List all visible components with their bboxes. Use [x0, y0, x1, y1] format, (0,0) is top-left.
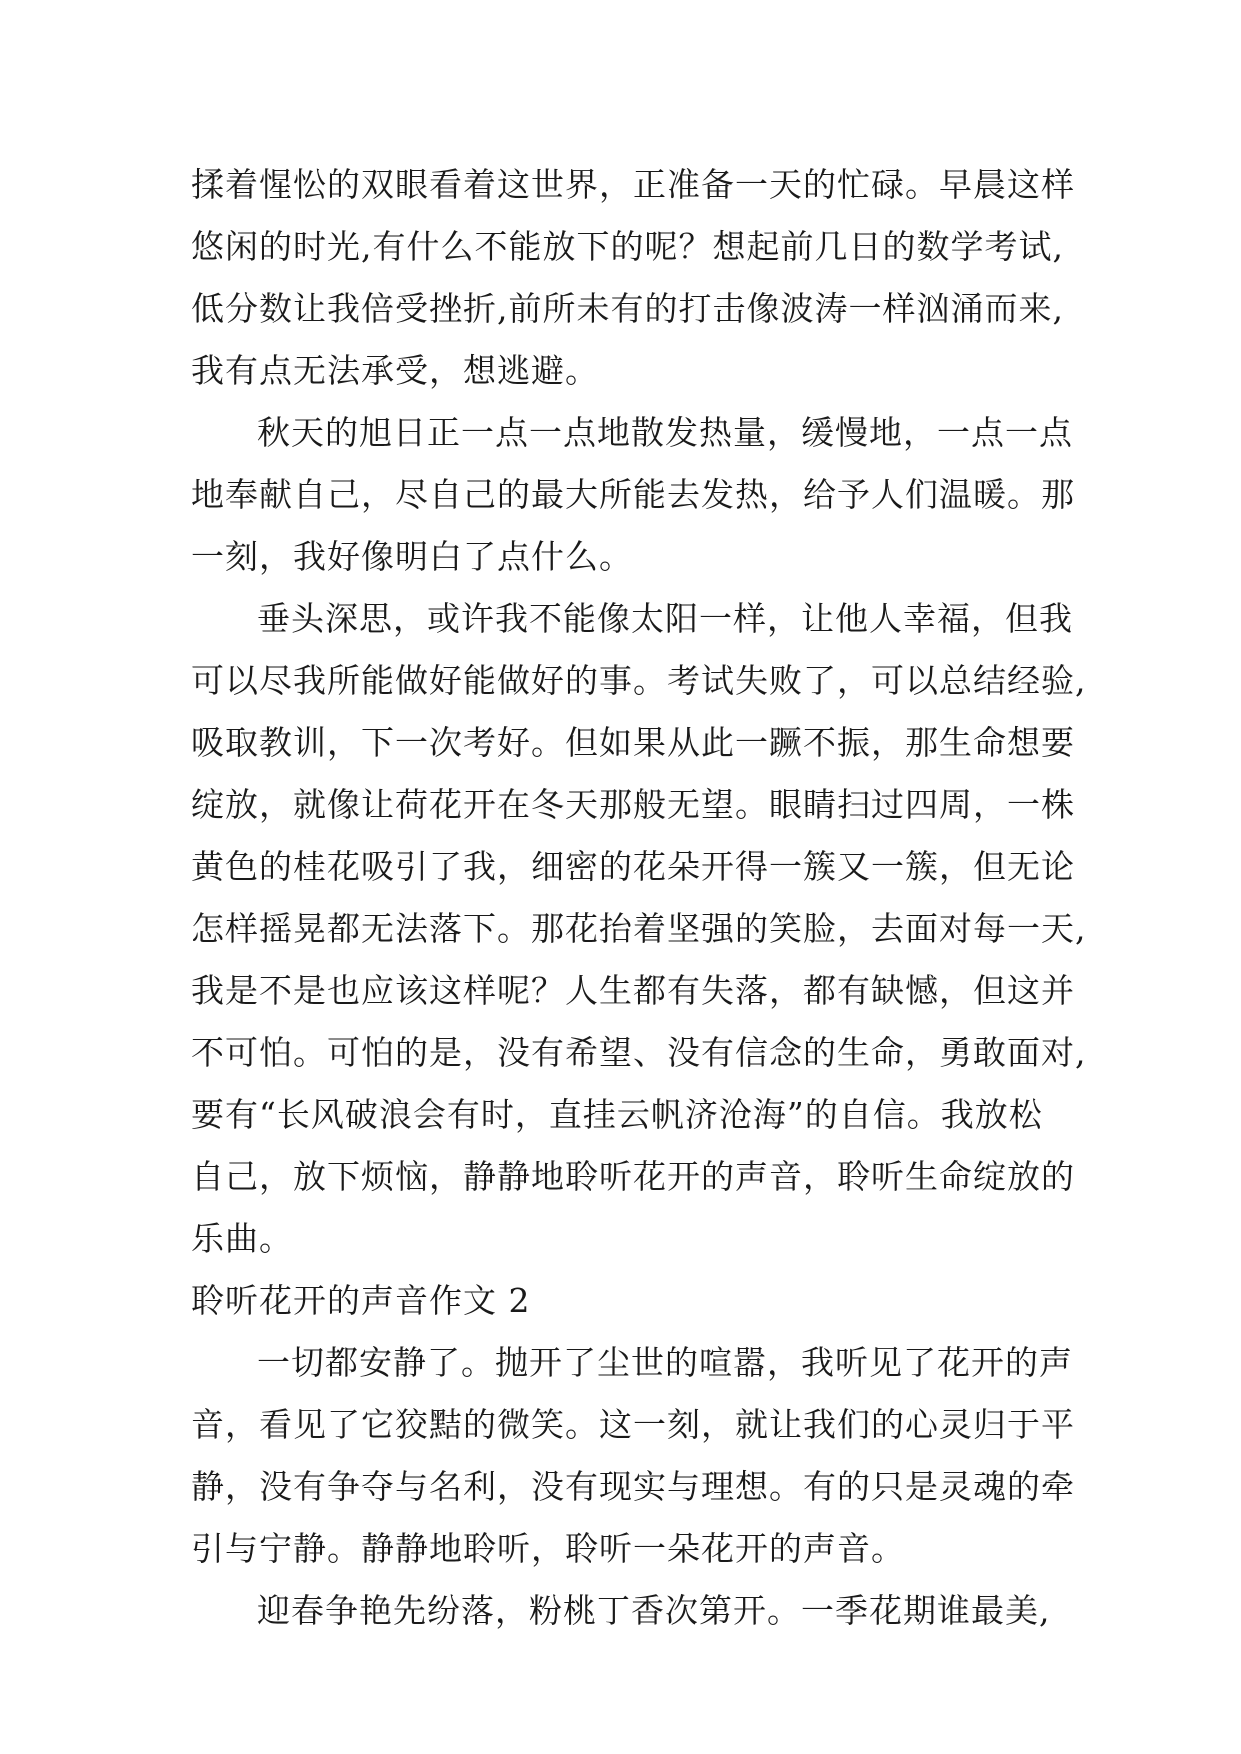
- text-line: 自己，放下烦恼，静静地聆听花开的声音，聆听生命绽放的: [191, 1157, 1075, 1196]
- text-line: 我是不是也应该这样呢？人生都有失落，都有缺憾，但这并: [191, 971, 1075, 1010]
- text-line: 怎样摇晃都无法落下。那花抬着坚强的笑脸，去面对每一天,: [191, 909, 1087, 948]
- text-line: 黄色的桂花吸引了我，细密的花朵开得一簇又一簇，但无论: [191, 847, 1075, 886]
- text-line: 音，看见了它狡黠的微笑。这一刻，就让我们的心灵归于平: [191, 1405, 1075, 1444]
- text-line: 吸取教训，下一次考好。但如果从此一蹶不振，那生命想要: [191, 723, 1075, 762]
- text-line: 可以尽我所能做好能做好的事。考试失败了，可以总结经验,: [191, 661, 1087, 700]
- text-line: 一刻，我好像明白了点什么。: [191, 537, 633, 576]
- text-line: 静，没有争夺与名利，没有现实与理想。有的只是灵魂的牵: [191, 1467, 1075, 1506]
- text-line: 揉着惺忪的双眼看着这世界，正准备一天的忙碌。早晨这样: [191, 165, 1075, 204]
- text-line: 低分数让我倍受挫折,前所未有的打击像波涛一样汹涌而来,: [191, 289, 1064, 328]
- text-line: 迎春争艳先纷落，粉桃丁香次第开。一季花期谁最美,: [257, 1591, 1051, 1630]
- text-line: 垂头深思，或许我不能像太阳一样，让他人幸福，但我: [257, 599, 1073, 638]
- text-line: 我有点无法承受，想逃避。: [191, 351, 599, 390]
- text-line: 不可怕。可怕的是，没有希望、没有信念的生命，勇敢面对,: [191, 1033, 1087, 1072]
- text-line: 秋天的旭日正一点一点地散发热量，缓慢地，一点一点: [257, 413, 1073, 452]
- text-line: 一切都安静了。抛开了尘世的喧嚣，我听见了花开的声: [257, 1343, 1073, 1382]
- text-line: 要有“长风破浪会有时，直挂云帆济沧海”的自信。我放松: [191, 1095, 1043, 1134]
- text-line: 地奉献自己，尽自己的最大所能去发热，给予人们温暖。那: [191, 475, 1075, 514]
- section-heading: 聆听花开的声音作文 2: [191, 1281, 531, 1320]
- text-line: 绽放，就像让荷花开在冬天那般无望。眼睛扫过四周，一株: [191, 785, 1075, 824]
- text-line: 悠闲的时光,有什么不能放下的呢？想起前几日的数学考试,: [191, 227, 1064, 266]
- text-line: 乐曲。: [191, 1219, 293, 1258]
- text-line: 引与宁静。静静地聆听，聆听一朵花开的声音。: [191, 1529, 905, 1568]
